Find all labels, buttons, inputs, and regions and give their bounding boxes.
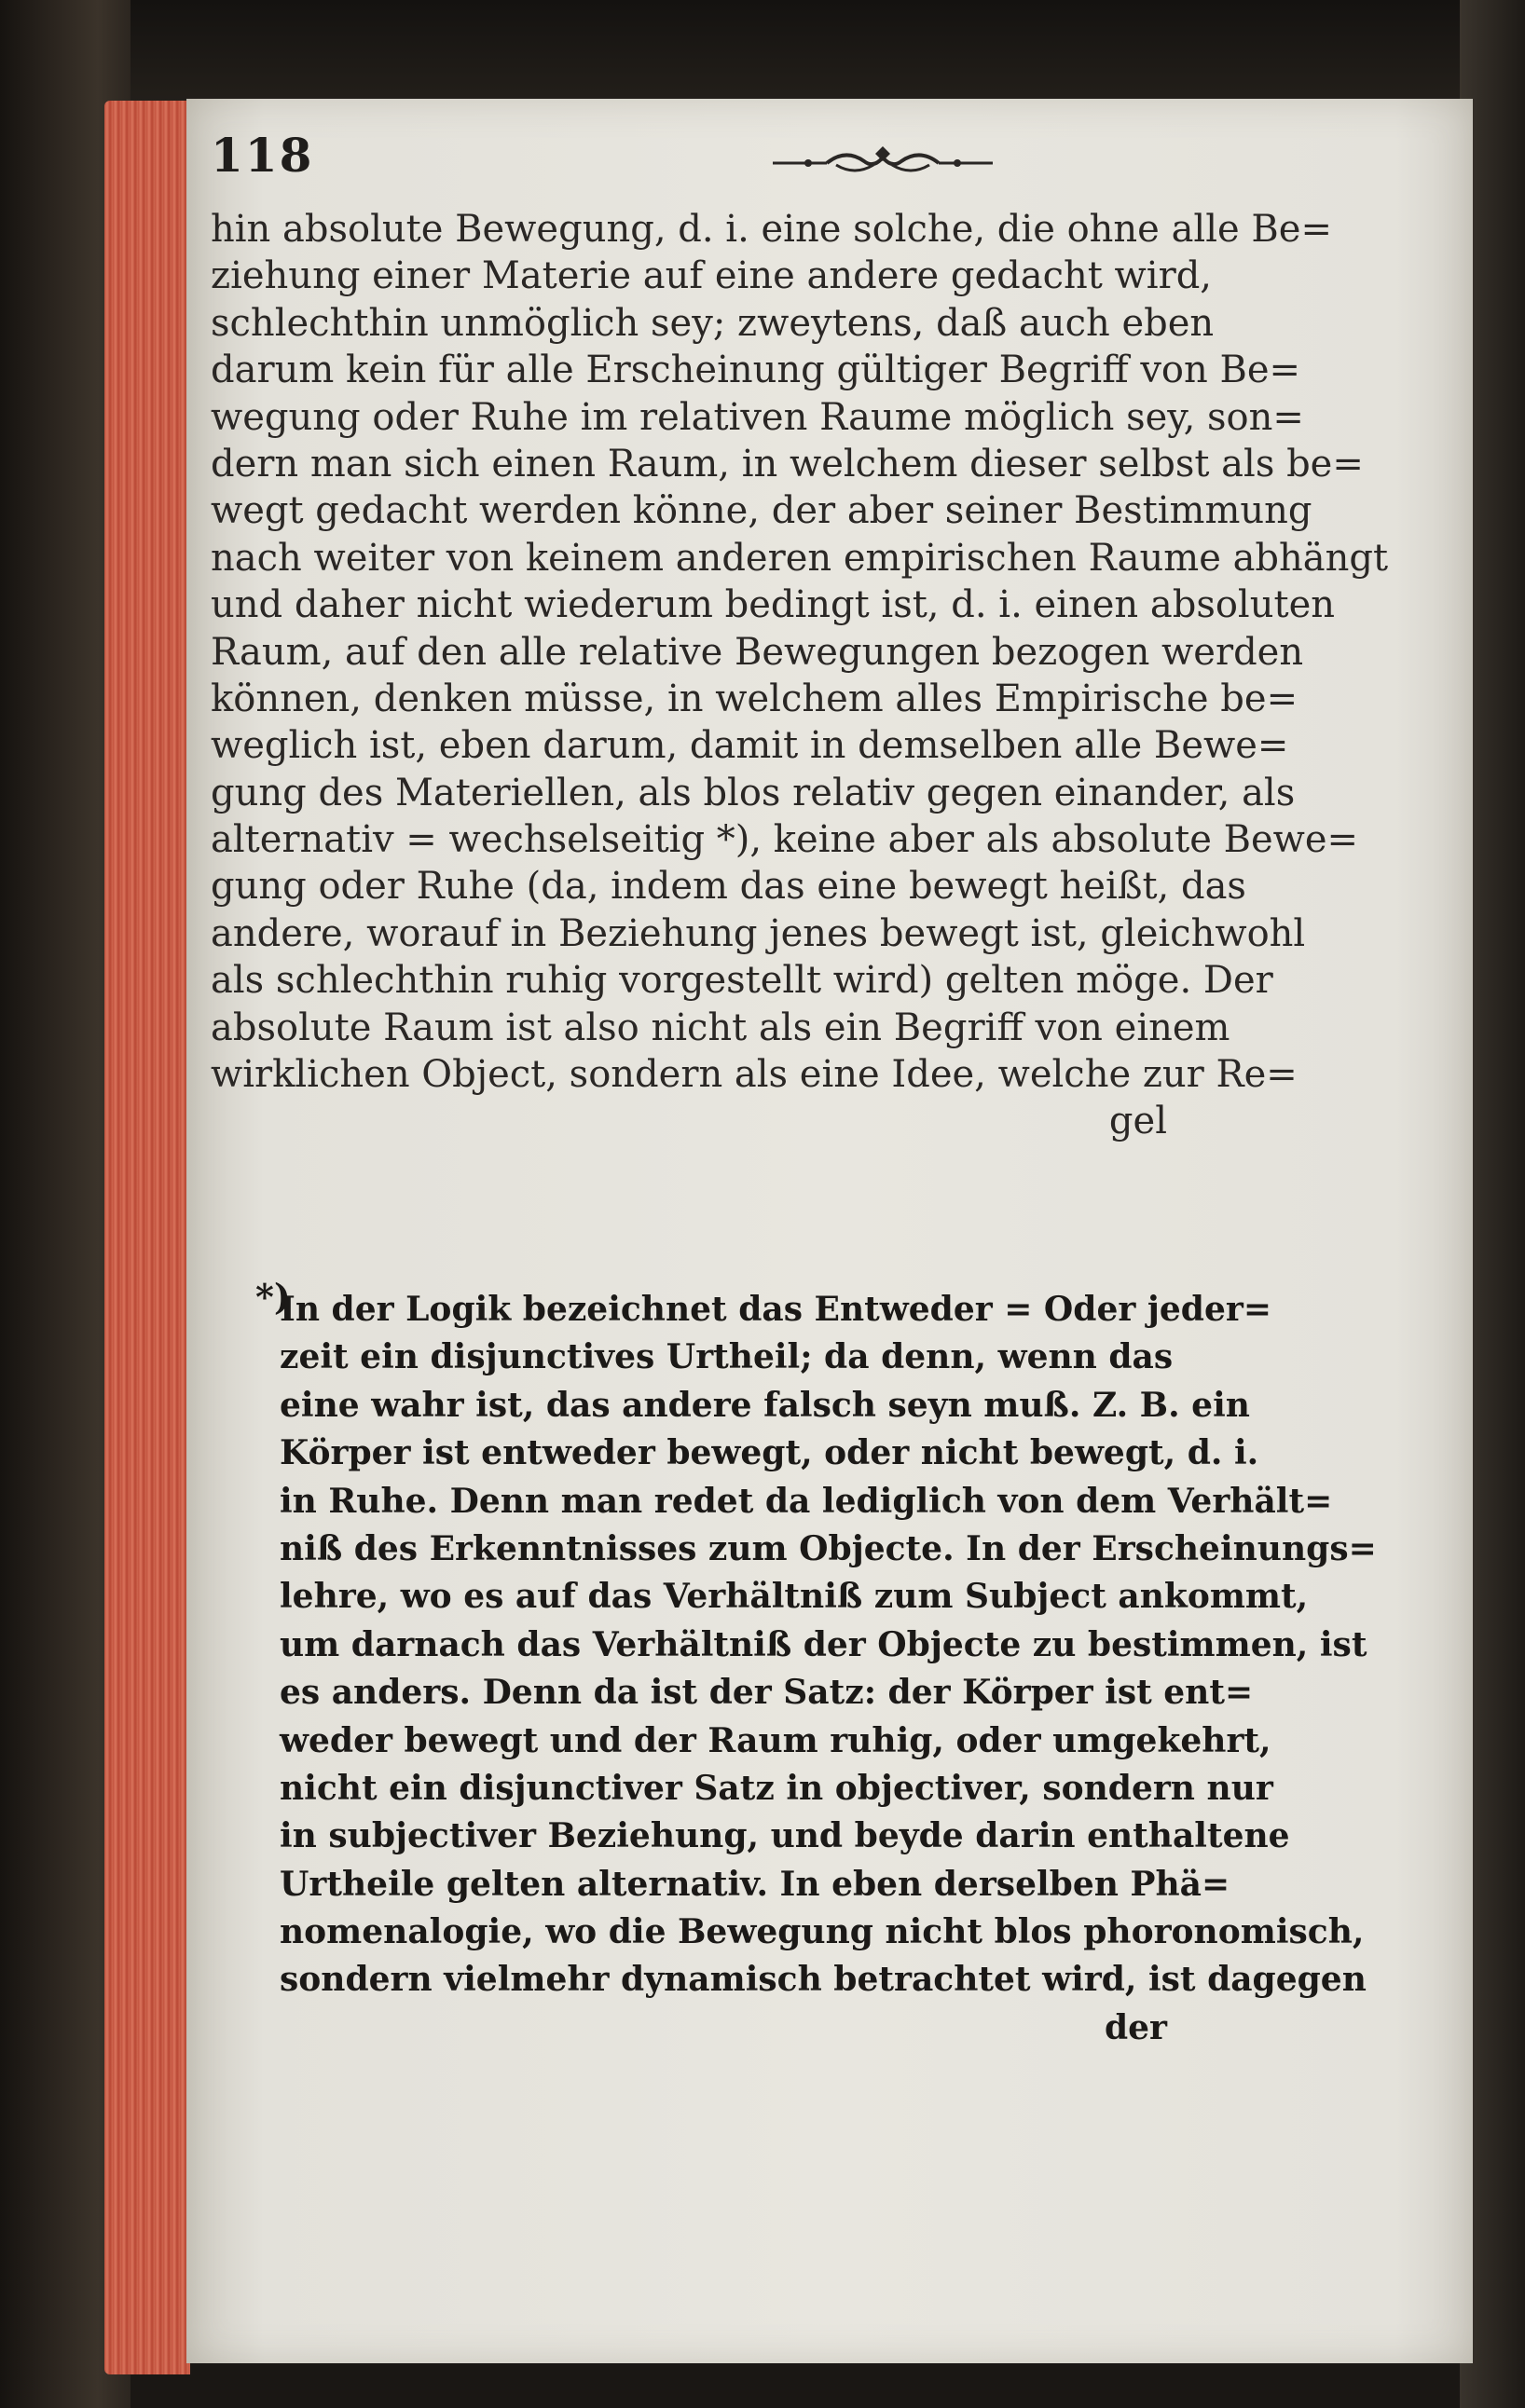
- footnote-line: weder bewegt und der Raum ruhig, oder umgekehrt,: [280, 1720, 1271, 1760]
- ornamental-rule-icon: [771, 141, 995, 184]
- footnote-line: in Ruhe. Denn man redet da lediglich von dem Verhält=: [280, 1481, 1333, 1521]
- text-line: und daher nicht wiederum bedingt ist, d. i. einen absoluten: [211, 583, 1335, 627]
- footnote-line: in subjectiver Beziehung, und beyde darin enthaltene: [280, 1816, 1290, 1856]
- text-line: hin absolute Bewegung, d. i. eine solche, die ohne alle Be=: [211, 208, 1332, 251]
- text-line: können, denken müsse, in welchem alles Empirische be=: [211, 677, 1298, 720]
- footnote-line: es anders. Denn da ist der Satz: der Körper ist ent=: [280, 1673, 1254, 1713]
- text-line: weglich ist, eben darum, damit in demselben alle Bewe=: [211, 724, 1289, 768]
- catchword: gel: [1108, 1100, 1167, 1143]
- footnote-line: zeit ein disjunctives Urtheil; da denn, wenn das: [280, 1337, 1174, 1377]
- text-line: nach weiter von keinem anderen empirischen Raume abhängt: [211, 536, 1389, 580]
- text-line: alternativ = wechselseitig *), keine aber als absolute Bewe=: [211, 818, 1359, 862]
- page-edges: [104, 101, 190, 2374]
- text-line: absolute Raum ist also nicht als ein Begriff von einem: [211, 1006, 1230, 1049]
- book-cover-top: [0, 0, 1525, 103]
- text-line: ziehung einer Materie auf eine andere gedacht wird,: [211, 254, 1213, 298]
- text-line: Raum, auf den alle relative Bewegungen bezogen werden: [211, 630, 1304, 674]
- footnote-line: sondern vielmehr dynamisch betrachtet wird, ist dagegen: [280, 1960, 1367, 2000]
- footnote-line: um darnach das Verhältniß der Objecte zu bestimmen, ist: [280, 1624, 1367, 1664]
- footnote-line: In der Logik bezeichnet das Entweder = Oder jeder=: [280, 1290, 1271, 1329]
- text-line: gung des Materiellen, als blos relativ gegen einander, als: [211, 771, 1296, 814]
- footnote-catchword: der: [1104, 2007, 1167, 2047]
- text-line: wegung oder Ruhe im relativen Raume möglich sey, son=: [211, 395, 1304, 439]
- text-line: schlechthin unmöglich sey; zweytens, daß auch eben: [211, 301, 1215, 345]
- text-line: wirklichen Object, sondern als eine Idee, welche zur Re=: [211, 1053, 1298, 1097]
- page-header: [211, 128, 1143, 202]
- page-number: 118: [211, 128, 314, 183]
- text-line: darum kein für alle Erscheinung gültiger Begriff von Be=: [211, 349, 1301, 392]
- text-line: gung oder Ruhe (da, indem das eine bewegt heißt, das: [211, 865, 1246, 909]
- footnote-marker: *): [255, 1276, 291, 1318]
- main-text: [211, 206, 1389, 1145]
- text-line: als schlechthin ruhig vorgestellt wird) gelten möge. Der: [211, 959, 1273, 1003]
- footnote-line: nicht ein disjunctiver Satz in objectiver, sondern nur: [280, 1768, 1273, 1808]
- footnote-line: niß des Erkenntnisses zum Objecte. In der Erscheinungs=: [280, 1528, 1377, 1568]
- text-line: andere, worauf in Beziehung jenes bewegt ist, gleichwohl: [211, 911, 1306, 955]
- footnote-line: Urtheile gelten alternativ. In eben derselben Phä=: [280, 1864, 1230, 1904]
- footnote-line: nomenalogie, wo die Bewegung nicht blos phoronomisch,: [280, 1912, 1365, 1952]
- text-line: dern man sich einen Raum, in welchem dieser selbst als be=: [211, 442, 1364, 486]
- footnote-line: eine wahr ist, das andere falsch seyn muß. Z. B. ein: [280, 1385, 1250, 1425]
- footnote-line: lehre, wo es auf das Verhältniß zum Subject ankommt,: [280, 1577, 1309, 1617]
- footnote-line: Körper ist entweder bewegt, oder nicht bewegt, d. i.: [280, 1433, 1259, 1473]
- footnote: [280, 1286, 1377, 2052]
- text-line: wegt gedacht werden könne, der aber seiner Bestimmung: [211, 489, 1312, 533]
